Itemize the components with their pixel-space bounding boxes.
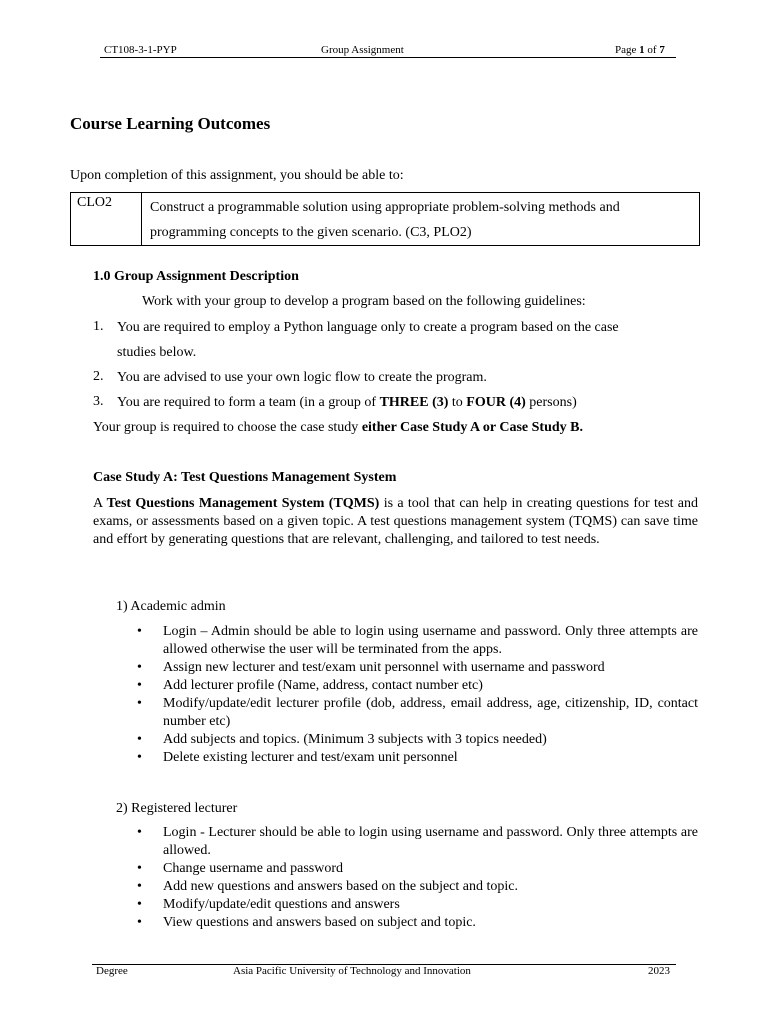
header-page-number: Page 1 of 7	[615, 44, 665, 56]
bullet-icon: •	[137, 732, 142, 747]
clo-code-cell: CLO2	[71, 193, 142, 246]
list-item	[137, 824, 698, 860]
list-item-continuation: studies below.	[117, 345, 197, 360]
list-item	[137, 731, 698, 749]
list-item: You are required to form a team (in a group of THREE (3) to FOUR (4) persons)	[117, 395, 577, 410]
bullet-icon: •	[137, 624, 142, 639]
footer-year: 2023	[648, 965, 670, 977]
list-item-number: 2.	[93, 369, 104, 384]
header-title: Group Assignment	[321, 44, 404, 56]
case-study-description: A Test Questions Management System (TQMS) is a tool that can help in creating questions for test and exams, or assessments based on a given topic. A test questions management system (TQMS) can save time and effort by generating questions that are relevant, challenging, and tailored to test needs.	[93, 496, 698, 547]
list-item	[137, 914, 698, 932]
header-course-code: CT108-3-1-PYP	[104, 44, 177, 56]
bullet-text: Add new questions and answers based on the subject and topic.	[163, 879, 518, 894]
bullet-text: Delete existing lecturer and test/exam unit personnel	[163, 750, 458, 765]
bullet-text: Login – Admin should be able to login using username and password. Only three attempts are allowed otherwise the user will be terminated from the apps.	[163, 624, 698, 657]
bullet-text: Assign new lecturer and test/exam unit personnel with username and password	[163, 660, 605, 675]
page-title: Course Learning Outcomes	[70, 114, 271, 133]
admin-section-title: 1) Academic admin	[116, 599, 226, 614]
table-row	[71, 193, 700, 246]
bullet-text: Modify/update/edit questions and answers	[163, 897, 400, 912]
list-item	[137, 677, 698, 695]
bullet-icon: •	[137, 678, 142, 693]
list-item	[137, 896, 698, 914]
bullet-icon: •	[137, 660, 142, 675]
bullet-icon: •	[137, 696, 142, 711]
footer-university: Asia Pacific University of Technology and Innovation	[233, 965, 471, 977]
bullet-icon: •	[137, 897, 142, 912]
header-rule	[100, 57, 676, 58]
bullet-text: Modify/update/edit lecturer profile (dob, address, email address, age, citizenship, ID, contact number etc)	[163, 696, 698, 729]
case-choice-note: Your group is required to choose the case study either Case Study A or Case Study B.	[93, 420, 583, 435]
list-item	[137, 860, 698, 878]
bullet-icon: •	[137, 915, 142, 930]
clo-description-cell: Construct a programmable solution using appropriate problem-solving methods and programming concepts to the given scenario. (C3, PLO2)	[142, 193, 700, 246]
lecturer-section-title: 2) Registered lecturer	[116, 801, 238, 816]
section-intro: Work with your group to develop a program based on the following guidelines:	[142, 294, 586, 309]
admin-bullet-list	[137, 623, 698, 767]
bullet-text: Add subjects and topics. (Minimum 3 subjects with 3 topics needed)	[163, 732, 547, 747]
list-item	[137, 878, 698, 896]
bullet-icon: •	[137, 861, 142, 876]
list-item	[137, 695, 698, 731]
case-study-heading: Case Study A: Test Questions Management System	[93, 470, 397, 485]
list-item	[137, 659, 698, 677]
section-heading: 1.0 Group Assignment Description	[93, 269, 299, 284]
bullet-text: Login - Lecturer should be able to login using username and password. Only three attempts are allowed.	[163, 825, 698, 858]
list-item-number: 3.	[93, 394, 104, 409]
list-item	[137, 623, 698, 659]
bullet-text: Add lecturer profile (Name, address, contact number etc)	[163, 678, 483, 693]
clo-intro: Upon completion of this assignment, you should be able to:	[70, 168, 404, 183]
bullet-icon: •	[137, 750, 142, 765]
lecturer-bullet-list	[137, 824, 698, 932]
list-item-number: 1.	[93, 319, 104, 334]
footer-degree: Degree	[96, 965, 128, 977]
bullet-icon: •	[137, 825, 142, 840]
list-item: You are required to employ a Python language only to create a program based on the case	[117, 320, 619, 335]
list-item: You are advised to use your own logic flow to create the program.	[117, 370, 487, 385]
bullet-text: Change username and password	[163, 861, 344, 876]
bullet-text: View questions and answers based on subject and topic.	[163, 915, 476, 930]
bullet-icon: •	[137, 879, 142, 894]
clo-table	[70, 192, 700, 246]
list-item	[137, 749, 698, 767]
